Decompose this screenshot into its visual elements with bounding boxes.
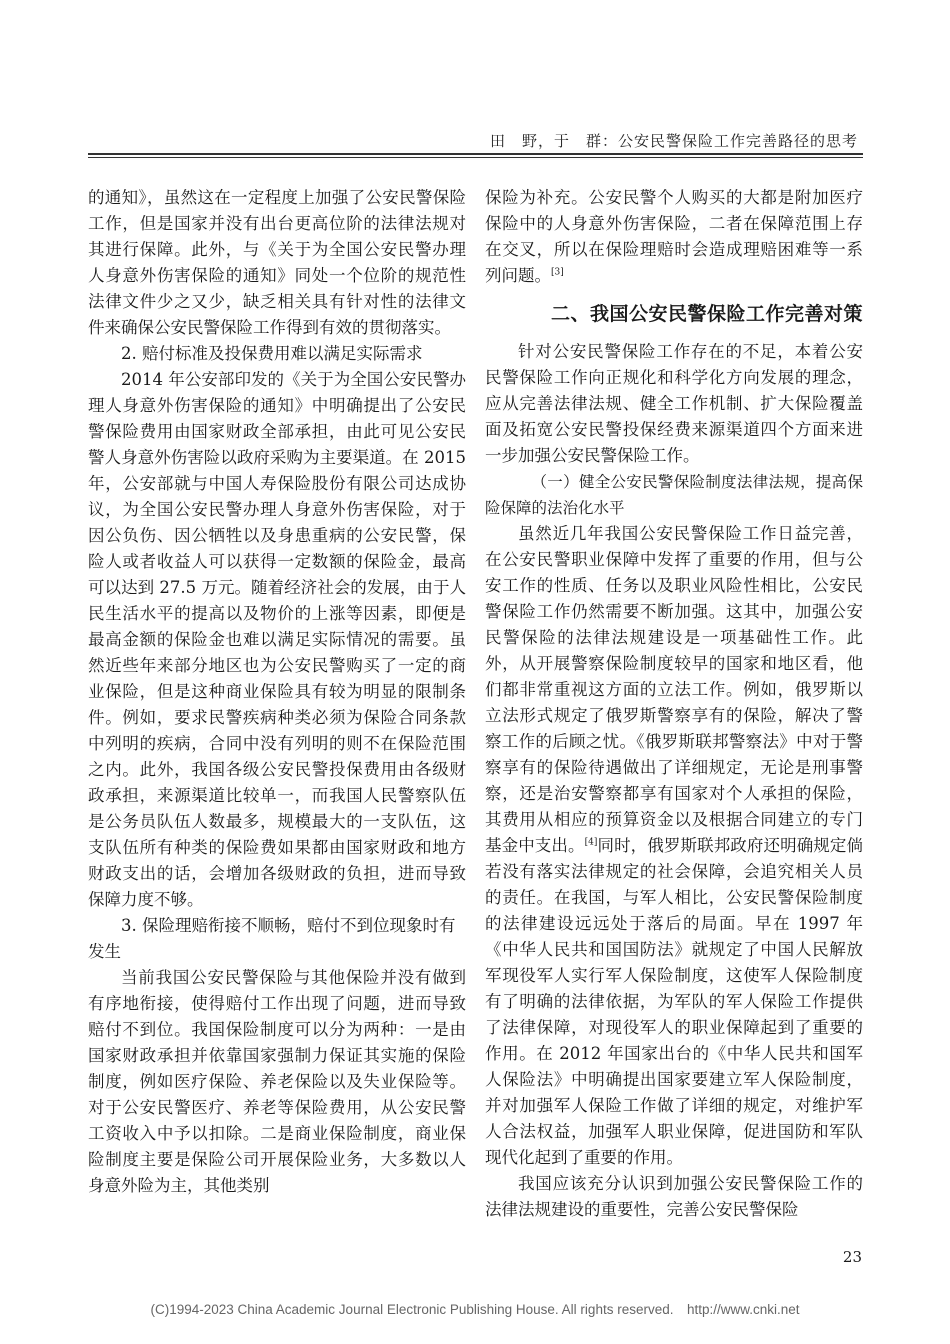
page-number: 23 <box>842 1248 862 1266</box>
header-rule-thin <box>88 157 863 158</box>
paragraph: 2014 年公安部印发的《关于为全国公安民警办理人身意外伤害保险的通知》中明确提出了公安民警保险费用由国家财政全部承担，由此可见公安民警人身意外伤害险以政府采购为主要渠道。在 2015 年，公安部就与中国人寿保险股份有限公司达成协议，为全国公安民警办理人身意外伤害保险，对于因公负伤、因公牺牲以及身患重病的公安民警，保险人或者收益人可以获得一定数额的保险金，最高可以达到 27.5 万元。随着经济社会的发展，由于人民生活水平的提高以及物价的上涨等因素，即便是最高金额的保险金也难以满足实际情况的需要。虽然近些年来部分地区也为公安民警购买了一定的商业保险，但是这种商业保险具有较为明显的限制条件。例如，要求民警疾病种类必须为保险合同条款中列明的疾病，合同中没有列明的则不在保险范围之内。此外，我国各级公安民警投保费用由各级财政承担，来源渠道比较单一，而我国人民警察队伍是公务员队伍人数最多，规模最大的一支队伍，这支队伍所有种类的保险费如果都由国家财政和地方财政支出的话，会增加各级财政的负担，进而导致保障力度不够。 <box>88 370 466 909</box>
subsection-heading: 2. 赔付标准及投保费用难以满足实际需求 <box>121 344 423 363</box>
paragraph: 我国应该充分认识到加强公安民警保险工作的法律法规建设的重要性，完善公安民警保险 <box>485 1174 863 1219</box>
subsection-heading: （一）健全公安民警保险制度法律法规，提高保险保障的法治化水平 <box>485 473 863 517</box>
section-title: 二、我国公安民警保险工作完善对策 <box>550 303 863 325</box>
paragraph: 的通知》，虽然这在一定程度上加强了公安民警保险工作，但是国家并没有出台更高位阶的法律法规对其进行保障。此外，与《关于为全国公安民警办理人身意外伤害保险的通知》同处一个位阶的规范性法律文件少之又少，缺乏相关具有针对性的法律文件来确保公安民警保险工作得到有效的贯彻落实。 <box>88 188 466 337</box>
right-column <box>485 185 863 1223</box>
paragraph <box>485 185 863 289</box>
paragraph: 当前我国公安民警保险与其他保险并没有做到有序地衔接，使得赔付工作出现了问题，进而导致赔付不到位。我国保险制度可以分为两种：一是由国家财政承担并依靠国家强制力保证其实施的保险制度，例如医疗保险、养老保险以及失业保险等。对于公安民警医疗、养老等保险费用，从公安民警工资收入中予以扣除。二是商业保险制度，商业保险制度主要是保险公司开展保险业务，大多数以人身意外险为主，其他类别 <box>88 968 466 1195</box>
header-rule <box>88 153 863 155</box>
paragraph <box>485 521 863 1171</box>
running-header: 田 野，于 群：公安民警保险工作完善路径的思考 <box>489 132 858 150</box>
citation: [3] <box>551 267 564 278</box>
paragraph: 针对公安民警保险工作存在的不足，本着公安民警保险工作向正规化和科学化方向发展的理念，应从完善法律法规、健全工作机制、扩大保险覆盖面及拓宽公安民警投保经费来源渠道四个方面来进一步加强公安民警保险工作。 <box>485 342 863 465</box>
paragraph-text: 虽然近几年我国公安民警保险工作日益完善，在公安民警职业保障中发挥了重要的作用，但与公安工作的性质、任务以及职业风险性相比，公安民警保险工作仍然需要不断加强。这其中，加强公安民警保险的法律法规建设是一项基础性工作。此外，从开展警察保险制度较早的国家和地区看，他们都非常重视这方面的立法工作。例如，俄罗斯以立法形式规定了俄罗斯警察享有的保险，解决了警察工作的后顾之忧。《俄罗斯联邦警察法》中对于警察享有的保险待遇做出了详细规定，无论是刑事警察，还是治安警察都享有国家对个人承担的保险，其费用从相应的预算资金以及根据合同建立的专门基金中支出。 <box>485 524 863 855</box>
paragraph-text: 保险为补充。公安民警个人购买的大都是附加医疗保险中的人身意外伤害保险，二者在保障范围上存在交叉，所以在保险理赔时会造成理赔困难等一系列问题。 <box>485 188 863 285</box>
citation: [4] <box>584 837 598 848</box>
left-column <box>88 185 466 1199</box>
paragraph-text: 同时，俄罗斯联邦政府还明确规定倘若没有落实法律规定的社会保障，会追究相关人员的责任。在我国，与军人相比，公安民警保险制度的法律建设远远处于落后的局面。早在 1997 年《中华人民共和国国防法》就规定了中国人民解放军现役军人实行军人保险制度，这使军人保险制度有了明确的法律依据，为军队的军人保险工作提供了法律保障，对现役军人的职业保障起到了重要的作用。在 2012 年国家出台的《中华人民共和国军人保险法》中明确提出国家要建立军人保险制度，并对加强军人保险工作做了详细的规定，对维护军人合法权益，加强军人职业保障，促进国防和军队现代化起到了重要的作用。 <box>485 836 864 1167</box>
subsection-heading: 3. 保险理赔衔接不顺畅，赔付不到位现象时有发生 <box>88 916 456 961</box>
copyright-footer: (C)1994-2023 China Academic Journal Electronic Publishing House. All rights reserved. http://www.cnki.net <box>150 1302 800 1317</box>
